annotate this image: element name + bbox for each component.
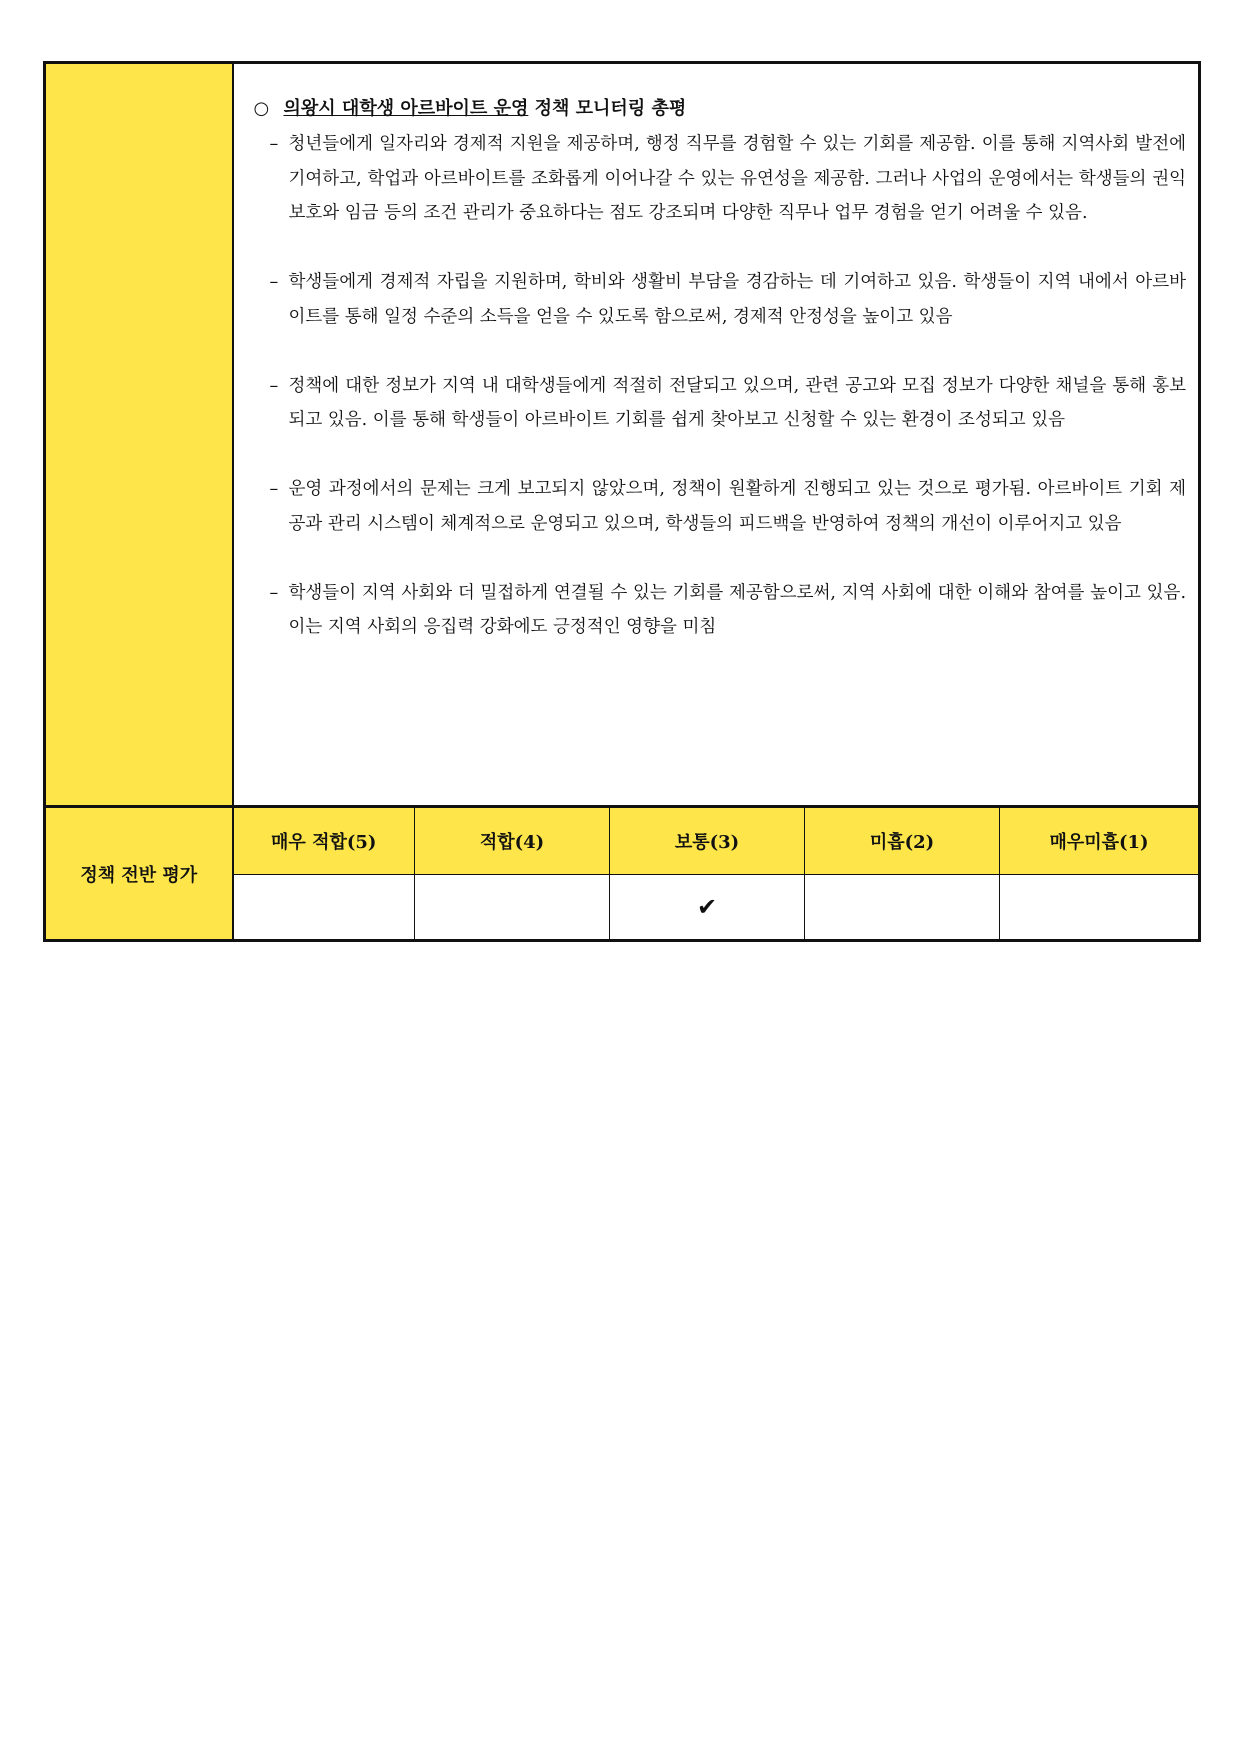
summary-heading [254, 98, 1187, 120]
rating-option-very-insufficient: 매우미흡(1) [1000, 807, 1200, 875]
heading-marker: ○ [253, 98, 270, 119]
dash-bullet: – [269, 134, 279, 154]
summary-content-cell [233, 63, 1200, 807]
summary-item [254, 265, 1187, 334]
rating-mark-cell [233, 875, 415, 941]
summary-side-cell [45, 63, 233, 807]
rating-mark-cell [415, 875, 610, 941]
summary-row [45, 63, 1200, 807]
policy-evaluation-table [43, 61, 1201, 942]
rating-mark-cell [1000, 875, 1200, 941]
summary-item-text: 학생들이 지역 사회와 더 밀접하게 연결될 수 있는 기회를 제공함으로써, 지역 사회에 대한 이해와 참여를 높이고 있음. 이는 지역 사회의 응집력 강화에도 긍정적인 영향을 미침 [288, 582, 1187, 637]
summary-item [254, 576, 1187, 645]
summary-item [254, 127, 1187, 231]
dash-bullet: – [269, 272, 279, 292]
summary-item-text: 정책에 대한 정보가 지역 내 대학생들에게 적절히 전달되고 있으며, 관련 공고와 모집 정보가 다양한 채널을 통해 홍보되고 있음. 이를 통해 학생들이 아르바이트 기회를 쉽게 찾아보고 신청할 수 있는 환경이 조성되고 있음 [288, 375, 1187, 430]
heading-rest-text: 정책 모니터링 총평 [528, 98, 687, 119]
checkmark-icon: ✔ [610, 875, 805, 941]
heading-underlined-text: 의왕시 대학생 아르바이트 운영 [283, 98, 529, 119]
summary-item [254, 369, 1187, 438]
summary-item-text: 청년들에게 일자리와 경제적 지원을 제공하며, 행정 직무를 경험할 수 있는 기회를 제공함. 이를 통해 지역사회 발전에 기여하고, 학업과 아르바이트를 조화롭게 이어나갈 수 있는 유연성을 제공함. 그러나 사업의 운영에서는 학생들의 권익 보호와 임금 등의 조건 관리가 중요하다는 점도 강조되며 다양한 직무나 업무 경험을 얻기 어려울 수 있음. [288, 134, 1187, 223]
rating-header-row [45, 807, 1200, 875]
rating-option-average: 보통(3) [610, 807, 805, 875]
summary-item-text: 운영 과정에서의 문제는 크게 보고되지 않았으며, 정책이 원활하게 진행되고 있는 것으로 평가됨. 아르바이트 기회 제공과 관리 시스템이 체계적으로 운영되고 있으며, 학생들의 피드백을 반영하여 정책의 개선이 이루어지고 있음 [288, 479, 1187, 534]
summary-item-text: 학생들에게 경제적 자립을 지원하며, 학비와 생활비 부담을 경감하는 데 기여하고 있음. 학생들이 지역 내에서 아르바이트를 통해 일정 수준의 소득을 얻을 수 있도록 함으로써, 경제적 안정성을 높이고 있음 [288, 272, 1187, 327]
dash-bullet: – [269, 479, 279, 499]
dash-bullet: – [269, 582, 279, 603]
rating-option-very-suitable: 매우 적합(5) [233, 807, 415, 875]
rating-option-suitable: 적합(4) [415, 807, 610, 875]
dash-bullet: – [269, 375, 279, 396]
rating-label: 정책 전반 평가 [45, 807, 233, 941]
rating-option-insufficient: 미흡(2) [805, 807, 1000, 875]
summary-item [254, 472, 1187, 541]
rating-mark-cell [805, 875, 1000, 941]
